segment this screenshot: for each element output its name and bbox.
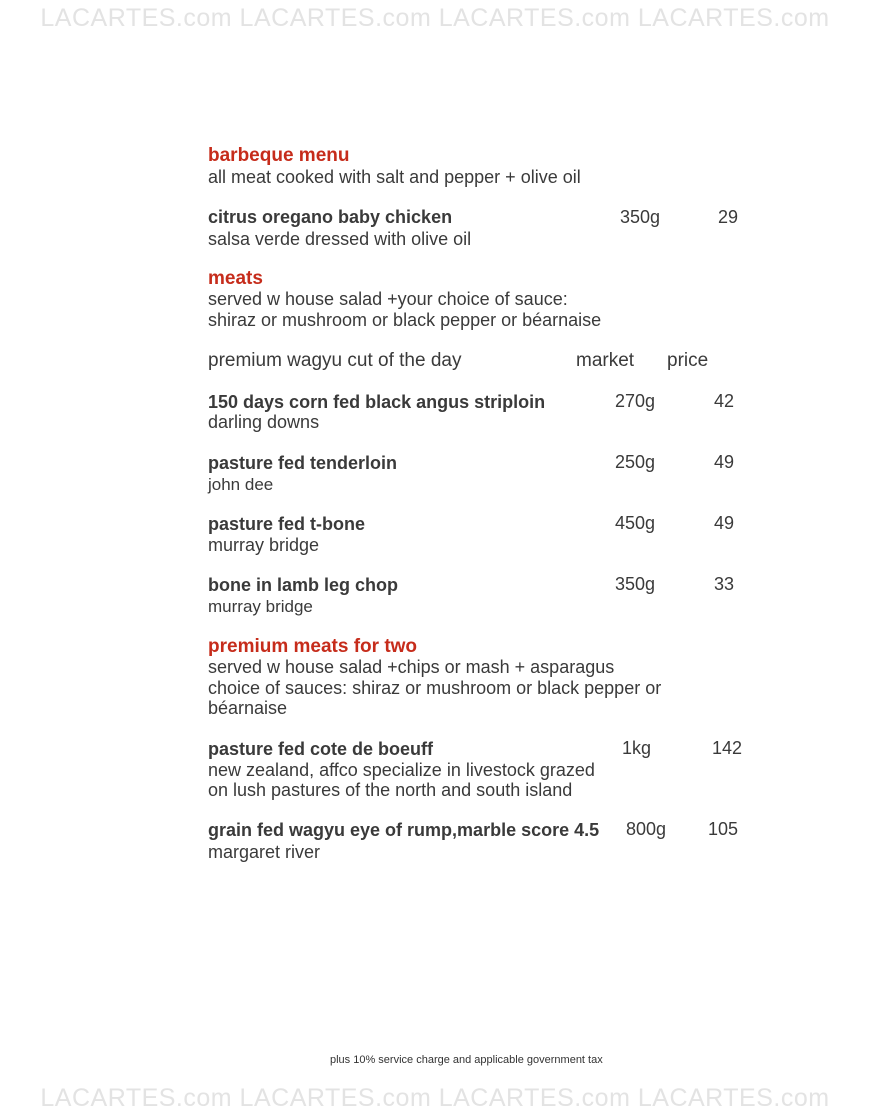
menu-item-description: margaret river bbox=[208, 842, 321, 862]
menu-item-weight: 270g bbox=[615, 391, 656, 411]
menu-item-weight: 450g bbox=[615, 513, 656, 533]
menu-item-name: pasture fed cote de boeuff bbox=[208, 739, 434, 759]
wagyu-cut-of-day: premium wagyu cut of the day bbox=[208, 350, 462, 371]
menu-item-name: pasture fed tenderloin bbox=[208, 453, 398, 473]
section-note-premium-2: choice of sauces: shiraz or mushroom or black pepper or bbox=[208, 678, 662, 698]
menu-item-name: bone in lamb leg chop bbox=[208, 575, 399, 595]
menu-item-description: murray bridge bbox=[208, 535, 320, 555]
section-title-premium: premium meats for two bbox=[208, 636, 418, 657]
menu-item-weight: 800g bbox=[626, 819, 667, 839]
menu-item-price: 142 bbox=[712, 738, 743, 758]
menu-item-price: 33 bbox=[714, 574, 735, 594]
menu-item-price: 42 bbox=[714, 391, 735, 411]
menu-item-name: 150 days corn fed black angus striploin bbox=[208, 392, 546, 412]
menu-item-weight: 350g bbox=[615, 574, 656, 594]
section-title-meats: meats bbox=[208, 268, 263, 289]
section-note-premium-1: served w house salad +chips or mash + asparagus bbox=[208, 657, 615, 677]
menu-item-description: new zealand, affco specialize in livestock grazed bbox=[208, 760, 595, 780]
footer-service-charge-note: plus 10% service charge and applicable government tax bbox=[330, 1054, 603, 1066]
menu-item-name: pasture fed t-bone bbox=[208, 514, 366, 534]
section-note-premium-3: béarnaise bbox=[208, 698, 288, 718]
section-note-barbeque: all meat cooked with salt and pepper + olive oil bbox=[208, 167, 581, 187]
menu-item-description: salsa verde dressed with olive oil bbox=[208, 229, 472, 249]
section-note-meats-1: served w house salad +your choice of sauce: bbox=[208, 289, 568, 309]
wagyu-market-label: market bbox=[576, 350, 635, 371]
watermark-top: LACARTES.com LACARTES.com LACARTES.com LACARTES.com bbox=[40, 4, 830, 32]
menu-item-price: 105 bbox=[708, 819, 739, 839]
menu-item-description: on lush pastures of the north and south island bbox=[208, 780, 573, 800]
menu-item-price: 29 bbox=[718, 207, 739, 227]
menu-item-weight: 350g bbox=[620, 207, 661, 227]
menu-item-description: darling downs bbox=[208, 412, 320, 432]
wagyu-price-label: price bbox=[667, 350, 709, 371]
menu-item-weight: 1kg bbox=[622, 738, 652, 758]
section-note-meats-2: shiraz or mushroom or black pepper or béarnaise bbox=[208, 310, 602, 330]
menu-item-description: murray bridge bbox=[208, 597, 313, 616]
watermark-bottom: LACARTES.com LACARTES.com LACARTES.com LACARTES.com bbox=[40, 1084, 830, 1112]
menu-item-description: john dee bbox=[208, 475, 274, 494]
menu-item-name: citrus oregano baby chicken bbox=[208, 207, 453, 227]
menu-item-price: 49 bbox=[714, 513, 735, 533]
menu-item-weight: 250g bbox=[615, 452, 656, 472]
menu-item-price: 49 bbox=[714, 452, 735, 472]
section-title-barbeque: barbeque menu bbox=[208, 145, 350, 166]
menu-item-name: grain fed wagyu eye of rump,marble score 4.5 bbox=[208, 820, 600, 840]
